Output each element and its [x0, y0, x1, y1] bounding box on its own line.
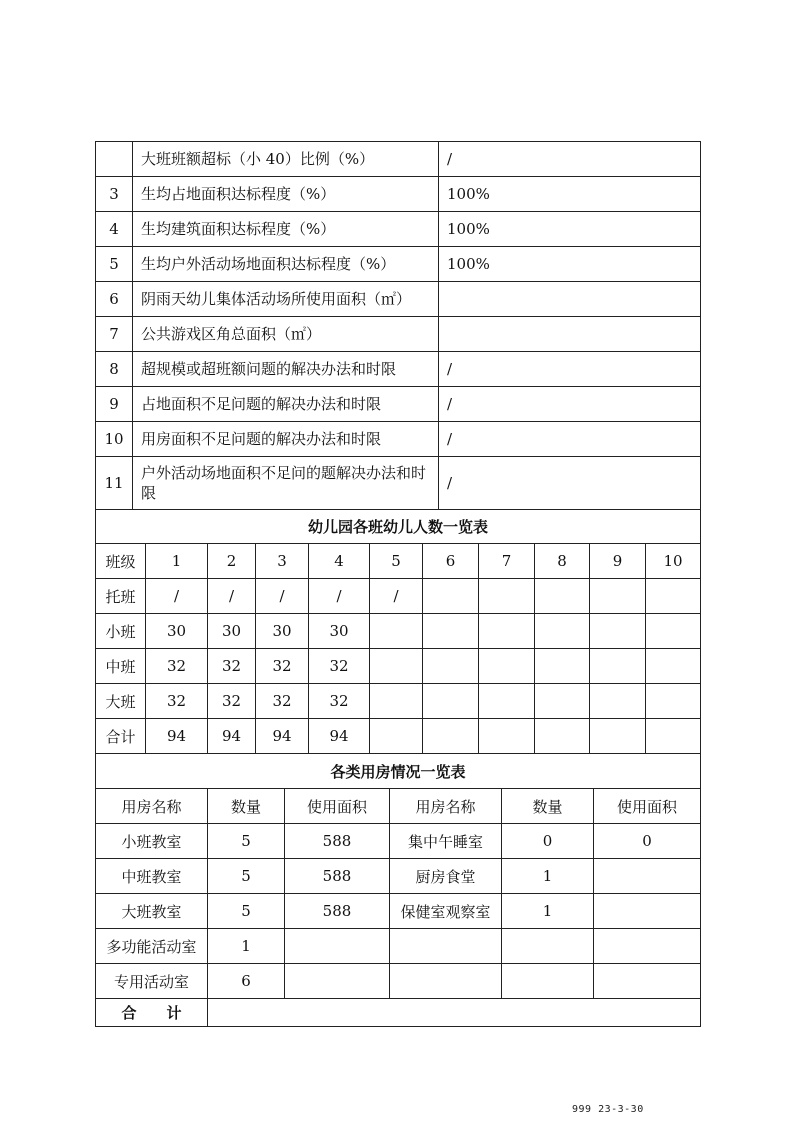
class-cell: / — [256, 579, 309, 614]
class-cell — [646, 579, 701, 614]
indicator-table — [95, 141, 701, 510]
class-cell: 32 — [309, 684, 370, 719]
class-cell: 32 — [146, 684, 208, 719]
room-cell — [594, 894, 701, 929]
class-cell — [370, 614, 423, 649]
room-col-header: 数量 — [502, 789, 594, 824]
class-cell — [646, 614, 701, 649]
room-cell — [594, 859, 701, 894]
class-cell: / — [208, 579, 256, 614]
class-col-header: 1 — [146, 544, 208, 579]
room-col-header: 使用面积 — [285, 789, 390, 824]
class-cell: 30 — [208, 614, 256, 649]
room-col-header: 用房名称 — [96, 789, 208, 824]
class-cell: 32 — [256, 684, 309, 719]
class-cell — [535, 579, 590, 614]
room-row — [96, 824, 701, 859]
indicator-value: / — [439, 387, 701, 422]
class-row-label: 托班 — [96, 579, 146, 614]
room-header-row — [96, 789, 701, 824]
indicator-no: 7 — [96, 317, 133, 352]
room-cell — [502, 929, 594, 964]
room-cell — [594, 964, 701, 999]
indicator-value: / — [439, 457, 701, 510]
class-cell — [590, 579, 646, 614]
class-cell: 32 — [208, 649, 256, 684]
room-cell: 1 — [208, 929, 285, 964]
room-col-header: 数量 — [208, 789, 285, 824]
room-cell: 5 — [208, 859, 285, 894]
room-usage-table — [95, 753, 701, 1027]
class-cell — [423, 719, 479, 754]
room-cell: 0 — [594, 824, 701, 859]
class-cell — [646, 719, 701, 754]
room-cell: 5 — [208, 894, 285, 929]
room-cell: 5 — [208, 824, 285, 859]
class-row-label: 小班 — [96, 614, 146, 649]
class-row-label: 中班 — [96, 649, 146, 684]
room-cell — [285, 964, 390, 999]
class-cell — [590, 614, 646, 649]
class-cell: 30 — [309, 614, 370, 649]
indicator-text: 生均占地面积达标程度（%） — [133, 177, 439, 212]
class-cell: 30 — [146, 614, 208, 649]
indicator-text: 占地面积不足问题的解决办法和时限 — [133, 387, 439, 422]
page-footer-stamp: 999 23-3-30 — [572, 1104, 644, 1115]
indicator-no: 6 — [96, 282, 133, 317]
room-cell: 588 — [285, 894, 390, 929]
room-cell: 1 — [502, 894, 594, 929]
room-total-label: 合 计 — [96, 999, 208, 1027]
room-cell — [285, 929, 390, 964]
room-total-row — [96, 999, 701, 1027]
indicator-no: 4 — [96, 212, 133, 247]
class-cell: / — [370, 579, 423, 614]
class-col-header: 3 — [256, 544, 309, 579]
indicator-row — [96, 317, 701, 352]
class-cell: / — [146, 579, 208, 614]
indicator-text: 超规模或超班额问题的解决办法和时限 — [133, 352, 439, 387]
class-cell: / — [309, 579, 370, 614]
indicator-text: 用房面积不足问题的解决办法和时限 — [133, 422, 439, 457]
room-row — [96, 964, 701, 999]
class-row — [96, 719, 701, 754]
class-col-header: 7 — [479, 544, 535, 579]
class-row — [96, 684, 701, 719]
class-cell — [590, 649, 646, 684]
class-col-header: 5 — [370, 544, 423, 579]
indicator-no: 9 — [96, 387, 133, 422]
class-cell — [423, 649, 479, 684]
class-col-header: 2 — [208, 544, 256, 579]
class-cell — [590, 719, 646, 754]
class-cell: 94 — [208, 719, 256, 754]
indicator-value — [439, 282, 701, 317]
indicator-row — [96, 422, 701, 457]
indicator-no: 8 — [96, 352, 133, 387]
class-row-label: 合计 — [96, 719, 146, 754]
indicator-no: 5 — [96, 247, 133, 282]
class-row-label: 大班 — [96, 684, 146, 719]
class-cell: 32 — [208, 684, 256, 719]
class-cell — [479, 614, 535, 649]
class-row — [96, 579, 701, 614]
indicator-value: 100% — [439, 212, 701, 247]
indicator-text: 生均建筑面积达标程度（%） — [133, 212, 439, 247]
indicator-text: 公共游戏区角总面积（㎡） — [133, 317, 439, 352]
class-cell — [535, 614, 590, 649]
class-table-title: 幼儿园各班幼儿人数一览表 — [96, 510, 701, 544]
room-total-value — [208, 999, 701, 1027]
room-cell: 多功能活动室 — [96, 929, 208, 964]
class-cell — [535, 649, 590, 684]
class-enrollment-table — [95, 509, 701, 754]
room-row — [96, 894, 701, 929]
indicator-row — [96, 212, 701, 247]
indicator-row — [96, 352, 701, 387]
class-row — [96, 649, 701, 684]
room-cell — [390, 964, 502, 999]
indicator-text: 生均户外活动场地面积达标程度（%） — [133, 247, 439, 282]
class-cell: 32 — [309, 649, 370, 684]
indicator-no: 3 — [96, 177, 133, 212]
class-cell — [479, 579, 535, 614]
room-row — [96, 929, 701, 964]
indicator-row — [96, 282, 701, 317]
class-cell — [479, 684, 535, 719]
class-cell — [423, 614, 479, 649]
class-cell — [646, 684, 701, 719]
room-cell: 6 — [208, 964, 285, 999]
class-col-header: 9 — [590, 544, 646, 579]
class-cell — [479, 719, 535, 754]
class-col-header: 8 — [535, 544, 590, 579]
indicator-value: / — [439, 352, 701, 387]
room-cell: 588 — [285, 859, 390, 894]
class-cell: 94 — [309, 719, 370, 754]
indicator-row — [96, 387, 701, 422]
class-cell — [646, 649, 701, 684]
room-row — [96, 859, 701, 894]
class-col-header: 10 — [646, 544, 701, 579]
indicator-no: 11 — [96, 457, 133, 510]
class-cell — [590, 684, 646, 719]
room-cell: 大班教室 — [96, 894, 208, 929]
indicator-value: / — [439, 142, 701, 177]
form-sheet — [95, 141, 700, 1027]
room-cell: 中班教室 — [96, 859, 208, 894]
indicator-row — [96, 247, 701, 282]
indicator-value: 100% — [439, 247, 701, 282]
room-cell — [594, 929, 701, 964]
indicator-text: 户外活动场地面积不足问的题解决办法和时限 — [133, 457, 439, 510]
class-cell: 94 — [146, 719, 208, 754]
class-cell — [370, 649, 423, 684]
room-cell — [502, 964, 594, 999]
room-cell: 专用活动室 — [96, 964, 208, 999]
room-cell: 小班教室 — [96, 824, 208, 859]
indicator-row — [96, 142, 701, 177]
class-cell: 32 — [256, 649, 309, 684]
class-cell — [535, 719, 590, 754]
room-cell: 集中午睡室 — [390, 824, 502, 859]
indicator-no: 10 — [96, 422, 133, 457]
room-col-header: 使用面积 — [594, 789, 701, 824]
indicator-text: 阴雨天幼儿集体活动场所使用面积（㎡） — [133, 282, 439, 317]
class-col-header: 4 — [309, 544, 370, 579]
class-cell — [423, 684, 479, 719]
class-header-row — [96, 544, 701, 579]
indicator-value: 100% — [439, 177, 701, 212]
indicator-value: / — [439, 422, 701, 457]
indicator-row — [96, 457, 701, 510]
room-cell: 588 — [285, 824, 390, 859]
class-cell — [535, 684, 590, 719]
indicator-row — [96, 177, 701, 212]
class-cell — [423, 579, 479, 614]
room-cell: 0 — [502, 824, 594, 859]
class-cell — [479, 649, 535, 684]
class-row — [96, 614, 701, 649]
room-cell: 保健室观察室 — [390, 894, 502, 929]
class-cell — [370, 684, 423, 719]
room-table-title: 各类用房情况一览表 — [96, 754, 701, 789]
indicator-text: 大班班额超标（小 40）比例（%） — [133, 142, 439, 177]
indicator-no — [96, 142, 133, 177]
class-cell: 94 — [256, 719, 309, 754]
room-cell: 厨房食堂 — [390, 859, 502, 894]
room-cell — [390, 929, 502, 964]
class-header-label: 班级 — [96, 544, 146, 579]
class-cell: 30 — [256, 614, 309, 649]
class-col-header: 6 — [423, 544, 479, 579]
class-cell — [370, 719, 423, 754]
room-col-header: 用房名称 — [390, 789, 502, 824]
room-cell: 1 — [502, 859, 594, 894]
indicator-value — [439, 317, 701, 352]
class-cell: 32 — [146, 649, 208, 684]
